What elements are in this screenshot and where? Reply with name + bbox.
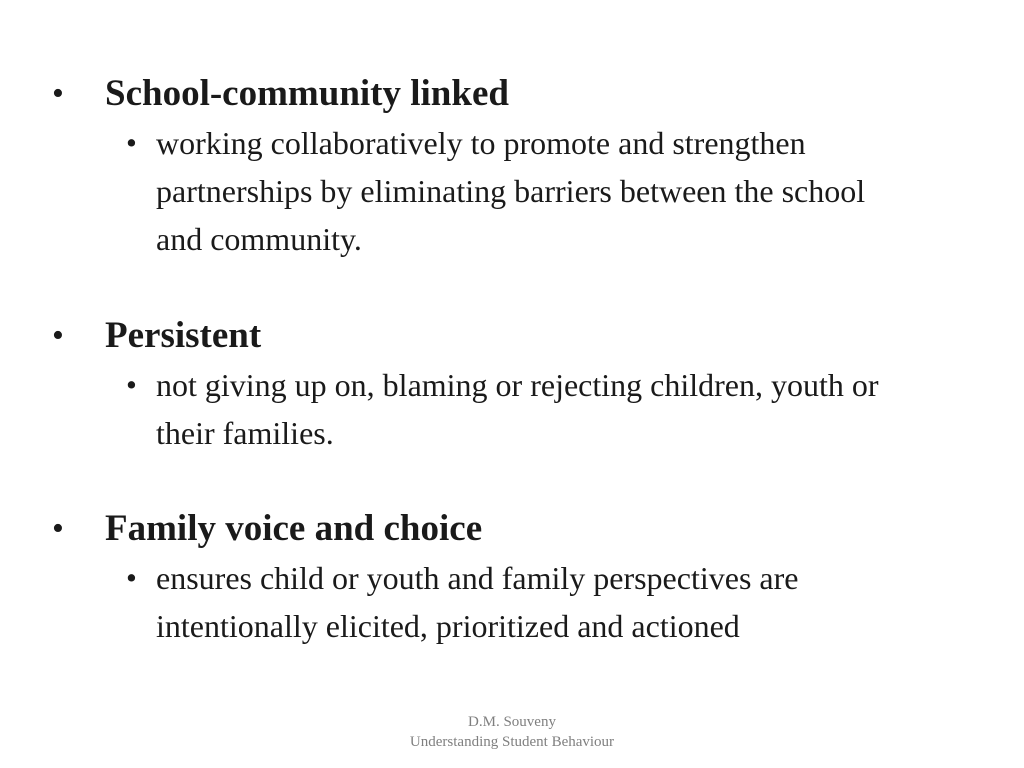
sub-item xyxy=(52,554,952,650)
footer-course: Understanding Student Behaviour xyxy=(409,734,615,750)
sub-item-text: ensures child or youth and family perspectives are intentionally elicited, prioritized and actioned xyxy=(156,560,799,644)
item-heading: School-community linked xyxy=(105,73,509,114)
footer-author: D.M. Souveny xyxy=(468,714,556,730)
sub-bullet-icon: • xyxy=(126,560,137,595)
sub-item-text: not giving up on, blaming or rejecting children, youth or their families. xyxy=(156,367,879,451)
sub-item xyxy=(52,119,952,263)
heading-row xyxy=(52,312,952,360)
item-heading: Persistent xyxy=(105,315,262,356)
list-item-persistent xyxy=(52,312,952,457)
sub-bullet-icon: • xyxy=(126,367,137,402)
bullet-icon: • xyxy=(52,75,64,112)
bullet-icon: • xyxy=(52,510,64,547)
heading-row xyxy=(52,70,952,118)
bullet-icon: • xyxy=(52,317,64,354)
list-item-school-community-linked xyxy=(52,70,952,263)
slide-footer xyxy=(312,712,712,752)
sub-item-text: working collaboratively to promote and strengthen partnerships by eliminating barriers between the school and community. xyxy=(156,125,866,257)
list-item-family-voice-and-choice xyxy=(52,505,952,650)
sub-item xyxy=(52,361,952,457)
item-heading: Family voice and choice xyxy=(105,508,483,549)
heading-row xyxy=(52,505,952,553)
sub-bullet-icon: • xyxy=(126,125,137,160)
